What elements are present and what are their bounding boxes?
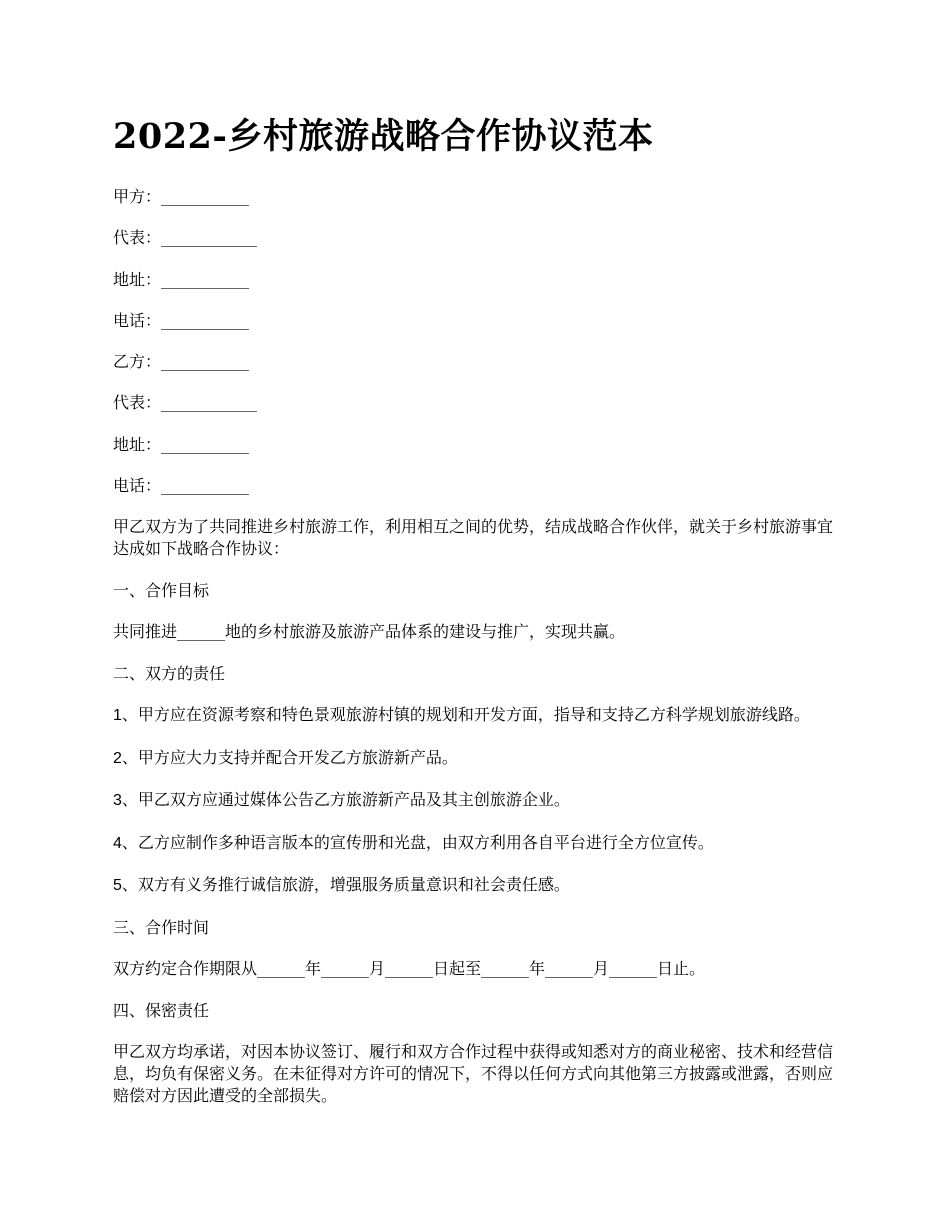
- document-title: 2022-乡村旅游战略合作协议范本: [113, 116, 654, 157]
- item-number: 4: [113, 834, 122, 852]
- field-blank: ___________: [161, 187, 250, 206]
- field-blank: ___________: [161, 352, 250, 372]
- party-a-field: [113, 186, 843, 208]
- confidentiality-paragraph: 甲乙双方均承诺，对因本协议签订、履行和双方合作过程中获得或知悉对方的商业秘密、技术和经营信息，均负有保密义务。在未征得对方许可的情况下，不得以任何方式向其他第三方披露或泄露，否则应赔偿对方因此遭受的全部损失。: [113, 1042, 834, 1106]
- field-label: 电话：: [113, 310, 162, 330]
- field-blank: ___________: [161, 310, 250, 330]
- party-a-representative-field: [113, 227, 843, 249]
- party-b-phone-field: [113, 475, 843, 497]
- field-label: 代表：: [113, 393, 162, 413]
- field-label: 代表：: [113, 228, 162, 248]
- field-blank: ____________: [161, 228, 258, 248]
- party-b-field: [113, 351, 843, 373]
- field-label: 甲方：: [113, 187, 162, 206]
- responsibility-item: [113, 747, 843, 770]
- item-text: 、乙方应制作多种语言版本的宣传册和光盘，由双方利用各自平台进行全方位宣传。: [121, 832, 714, 852]
- field-blank: ____________: [161, 393, 258, 413]
- responsibility-item: [113, 789, 843, 812]
- party-b-representative-field: [113, 392, 843, 414]
- item-text: 、甲方应在资源考察和特色景观旅游村镇的规划和开发方面，指导和支持乙方科学规划旅游线路。: [121, 705, 810, 725]
- section-heading-responsibilities: 二、双方的责任: [113, 663, 226, 683]
- field-label: 乙方：: [113, 352, 162, 372]
- item-number: 1: [113, 707, 122, 725]
- party-fields: [113, 186, 843, 497]
- term-paragraph: 双方约定合作期限从______年______月______日起至______年______月______日止。: [113, 959, 706, 979]
- item-number: 2: [113, 749, 122, 767]
- field-blank: ___________: [161, 476, 250, 496]
- item-text: 、双方有义务推行诚信旅游，增强服务质量意识和社会责任感。: [121, 875, 570, 895]
- party-a-phone-field: [113, 310, 843, 332]
- item-number: 5: [113, 877, 122, 895]
- field-blank: ___________: [161, 269, 250, 289]
- intro-paragraph: 甲乙双方为了共同推进乡村旅游工作，利用相互之间的优势，结成战略合作伙伴，就关于乡村旅游事宜达成如下战略合作协议：: [113, 517, 834, 559]
- section-heading-term: 三、合作时间: [113, 917, 210, 937]
- field-blank: ___________: [161, 434, 250, 454]
- section-heading-goal: 一、合作目标: [113, 580, 210, 600]
- goal-paragraph: 共同推进______地的乡村旅游及旅游产品体系的建设与推广，实现共赢。: [113, 622, 626, 642]
- document-body: [113, 112, 843, 1127]
- section-heading-confidentiality: 四、保密责任: [113, 1000, 210, 1020]
- responsibility-item: [113, 704, 843, 727]
- responsibility-item: [113, 874, 843, 897]
- party-b-address-field: [113, 434, 843, 456]
- party-a-address-field: [113, 269, 843, 291]
- field-label: 地址：: [113, 434, 162, 454]
- field-label: 地址：: [113, 269, 162, 289]
- field-label: 电话：: [113, 476, 162, 496]
- item-text: 、甲方应大力支持并配合开发乙方旅游新产品。: [121, 747, 458, 767]
- responsibility-item: [113, 832, 843, 855]
- item-number: 3: [113, 792, 122, 810]
- item-text: 、甲乙双方应通过媒体公告乙方旅游新产品及其主创旅游企业。: [121, 790, 570, 810]
